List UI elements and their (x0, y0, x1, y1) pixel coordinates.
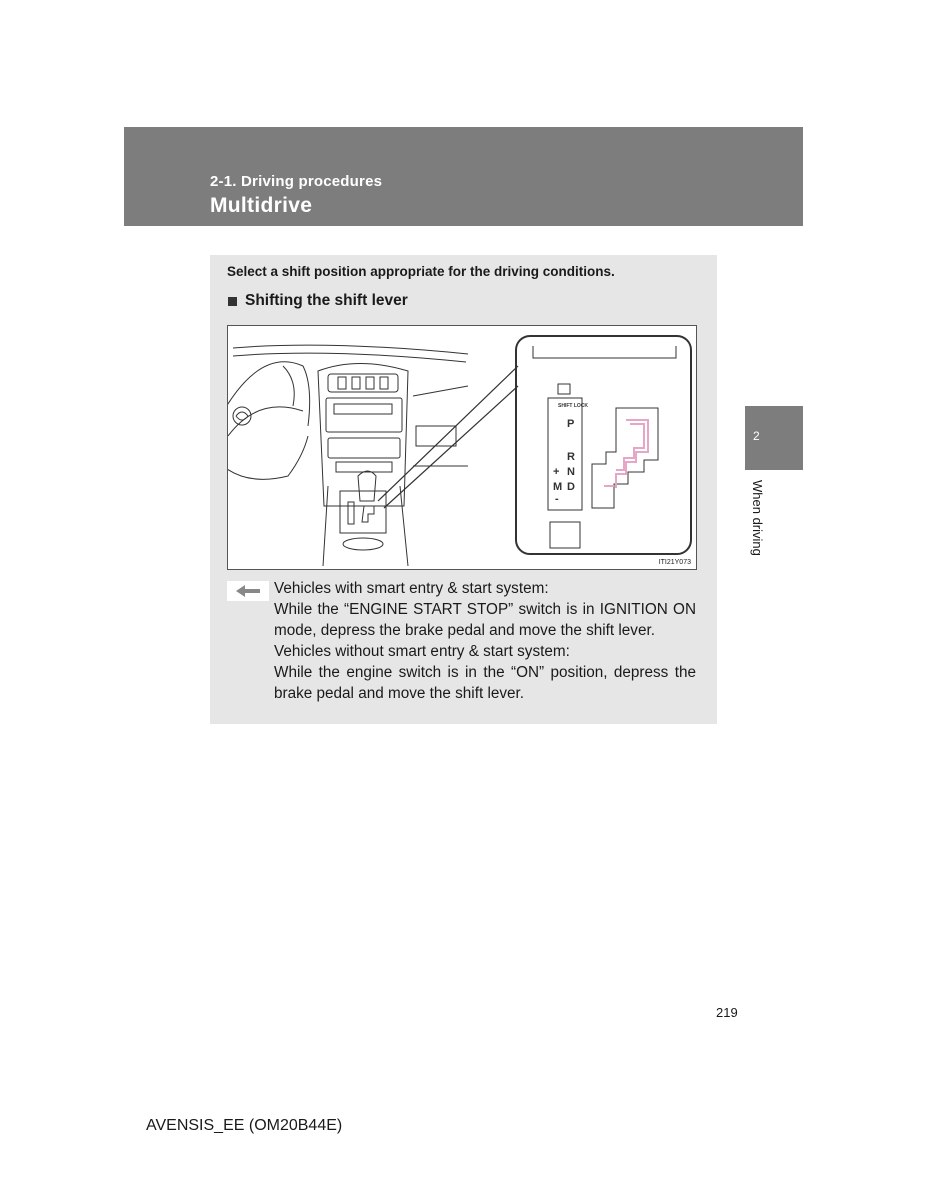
gate-label-r: R (567, 451, 575, 463)
subheading (228, 292, 408, 310)
shift-lever-illustration (228, 326, 696, 569)
gate-label-minus: - (555, 493, 559, 505)
gate-label-n: N (567, 466, 575, 478)
intro-text: Select a shift position appropriate for the driving conditions. (227, 264, 615, 279)
section-label: 2-1. Driving procedures (210, 173, 383, 190)
gate-label-shift-lock: SHIFT LOCK (558, 403, 588, 409)
header-band (124, 127, 803, 226)
gate-label-d: D (567, 481, 575, 493)
subheading-label: Shifting the shift lever (245, 292, 408, 309)
page-title: Multidrive (210, 194, 313, 217)
paragraph: Vehicles with smart entry & start system: (274, 580, 549, 597)
square-bullet-icon (228, 297, 237, 306)
paragraph: Vehicles without smart entry & start system: (274, 643, 570, 660)
body-text (274, 578, 696, 704)
paragraph: While the engine switch is in the “ON” position, depress the brake pedal and move the shift lever. (274, 664, 696, 702)
gate-label-plus: + (553, 466, 560, 478)
paragraph: While the “ENGINE START STOP” switch is in IGNITION ON mode, depress the brake pedal and move the shift lever. (274, 601, 696, 639)
gate-label-p: P (567, 418, 575, 430)
chapter-label: When driving (750, 480, 765, 556)
chapter-number: 2 (753, 429, 760, 443)
page-number: 219 (716, 1005, 738, 1020)
chapter-tab[interactable] (745, 406, 803, 470)
figure-code: ITI21Y073 (658, 559, 691, 566)
gate-label-m: M (553, 481, 563, 493)
content-box (210, 255, 717, 724)
left-arrow-icon (227, 581, 269, 601)
footer-code: AVENSIS_EE (OM20B44E) (146, 1117, 343, 1134)
shift-lever-figure (227, 325, 697, 570)
